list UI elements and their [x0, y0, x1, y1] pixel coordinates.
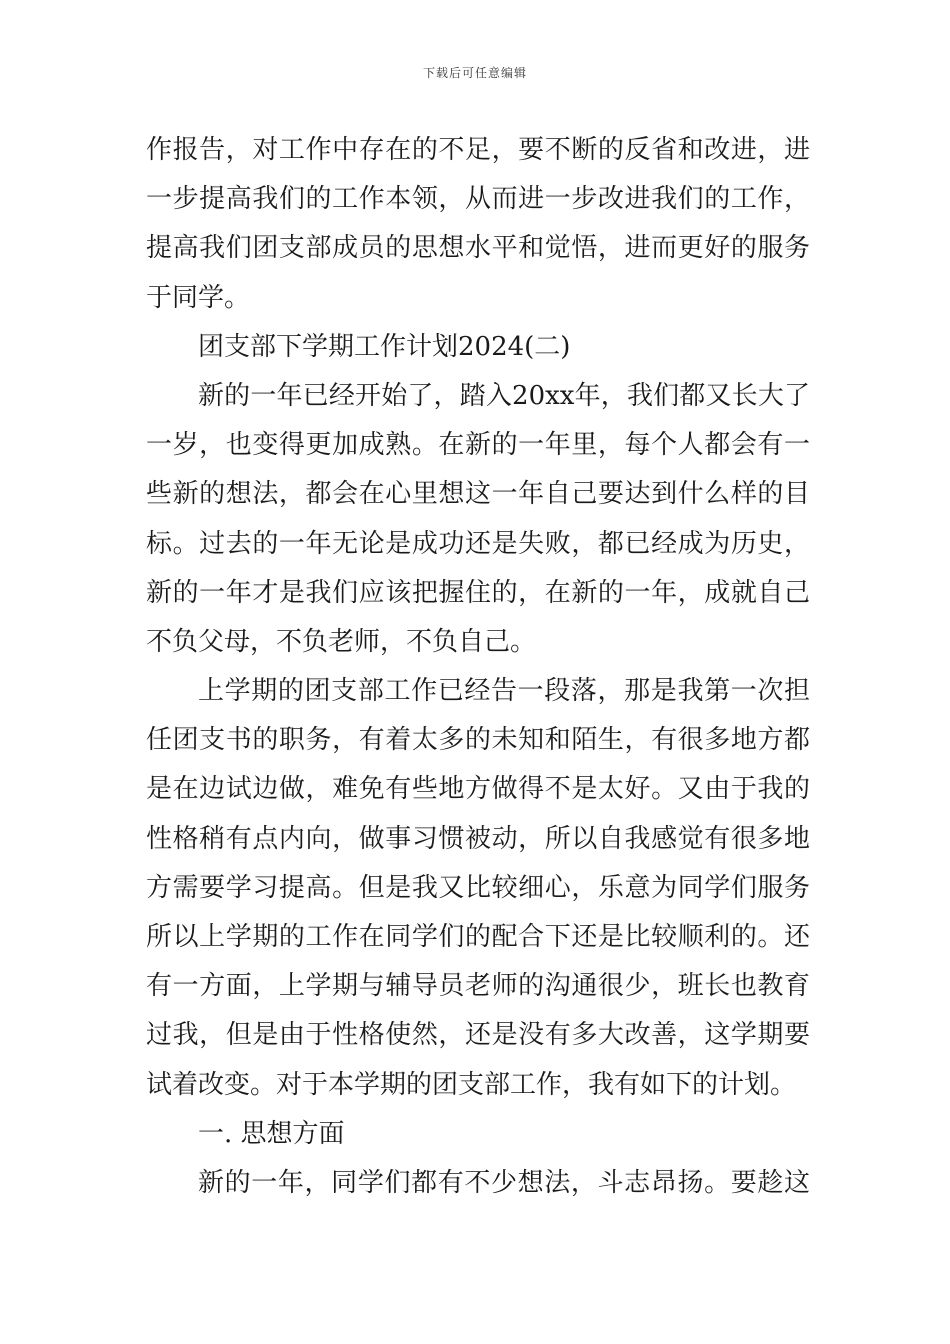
- text-line: 于同学。: [146, 282, 251, 313]
- text-line: 过我，但是由于性格使然，还是没有多大改善，这学期要: [146, 1020, 810, 1051]
- text-line: 任团支书的职务，有着太多的未知和陌生，有很多地方都: [146, 725, 810, 756]
- section-heading: 一. 思想方面: [198, 1118, 345, 1149]
- text-line: 作报告，对工作中存在的不足，要不断的反省和改进，进: [146, 135, 810, 165]
- text-line: 上学期的团支部工作已经告一段落，那是我第一次担: [198, 676, 810, 707]
- text-line: 提高我们团支部成员的思想水平和觉悟，进而更好的服务: [146, 233, 810, 264]
- page-header: 下载后可任意编辑: [422, 66, 527, 80]
- section-title: 团支部下学期工作计划2024(二): [198, 331, 571, 362]
- text-line: 标。过去的一年无论是成功还是失败，都已经成为历史，: [146, 528, 810, 559]
- text-line: 新的一年，同学们都有不少想法，斗志昂扬。要趁这: [198, 1167, 810, 1198]
- text-line: 性格稍有点内向，做事习惯被动，所以自我感觉有很多地: [146, 823, 810, 854]
- text-line: 所以上学期的工作在同学们的配合下还是比较顺利的。还: [146, 922, 810, 952]
- text-line: 方需要学习提高。但是我又比较细心，乐意为同学们服务: [146, 872, 810, 903]
- document-body: [146, 126, 810, 1208]
- text-line: 新的一年才是我们应该把握住的，在新的一年，成就自己: [146, 577, 810, 608]
- text-line: 一步提高我们的工作本领，从而进一步改进我们的工作，: [146, 184, 810, 215]
- text-line: 一岁，也变得更加成熟。在新的一年里，每个人都会有一: [146, 430, 810, 461]
- text-line: 不负父母，不负老师，不负自己。: [146, 626, 537, 657]
- text-line: 些新的想法，都会在心里想这一年自己要达到什么样的目: [146, 479, 810, 510]
- text-line: 试着改变。对于本学期的团支部工作，我有如下的计划。: [146, 1069, 797, 1100]
- text-line: 是在边试边做，难免有些地方做得不是太好。又由于我的: [146, 774, 810, 805]
- text-line: 新的一年已经开始了，踏入20xx年，我们都又长大了: [198, 380, 810, 411]
- text-line: 有一方面，上学期与辅导员老师的沟通很少，班长也教育: [146, 971, 810, 1002]
